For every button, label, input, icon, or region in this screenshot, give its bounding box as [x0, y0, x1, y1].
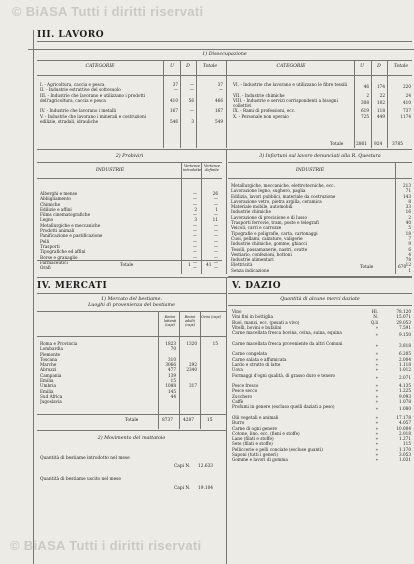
cell: » [375, 383, 378, 389]
cell: 1 [408, 267, 411, 273]
list-item: VI. - Industrie che lavorano e utilizzano le fibre tessili [233, 82, 347, 87]
disoccupazione-col-cat-left: CATEGORIE [85, 64, 115, 69]
list-item: Carne macellata fresca bovina, ovina, suina, equina [232, 330, 342, 336]
list-item: IX. - Rami di professioni, ecc. [233, 108, 296, 114]
list-item: Industrie alimentari [231, 257, 274, 263]
probiviri-col-a-values [182, 191, 197, 270]
cell: Q.li [370, 319, 378, 325]
list-item: Toscana [40, 356, 58, 362]
cell: » [375, 406, 378, 412]
list-item: Profumi in genere (escluso quelli daziati a peso) [232, 404, 335, 410]
cell: 16 [405, 209, 411, 215]
cell: — [213, 238, 218, 244]
cell: 737 [403, 108, 411, 114]
cell: — [213, 196, 218, 202]
list-item: Carne macellata fresca proveniente da altri Comuni [232, 340, 343, 346]
cell: — [189, 87, 194, 93]
list-item: Edilizia, lavori pubblici, materiale da costruzione [231, 193, 336, 199]
section-mercati [37, 281, 107, 291]
list-item: Films cinematografiche [40, 212, 91, 218]
section-title: DAZIO [245, 281, 282, 291]
cell: — [192, 254, 197, 260]
cell: 174 [377, 84, 385, 89]
mercato-title-2: Luoghi di provenienza del bestiame [88, 303, 175, 308]
cell: » [375, 425, 378, 431]
mercato-col-a: Bovini lattanti (capi) [163, 315, 177, 327]
cell: 46 [363, 84, 369, 89]
cell: 167 [215, 108, 223, 114]
cell: — [192, 212, 197, 218]
list-item: Industrie chimiche, gomme, ghiacci [231, 241, 308, 247]
list-item: Borse e granaglie [40, 254, 78, 260]
cell: — [213, 212, 218, 218]
disoccupazione-right-u [355, 82, 369, 119]
cell: — [173, 87, 178, 93]
cell: 1.170 [399, 446, 411, 452]
cell: 1.225 [399, 388, 411, 394]
cell: » [375, 332, 378, 338]
cell: — [192, 201, 197, 207]
list-item: Lombardia [40, 346, 63, 352]
section-title: LAVORO [58, 30, 105, 40]
list-item: Senza indicazione [231, 267, 270, 273]
disoccupazione-right-t [388, 82, 411, 119]
list-item: Tessili, passamanerie, nastri, ovatte [231, 246, 308, 252]
cell: 7 [408, 235, 411, 241]
cell: » [375, 367, 378, 373]
list-item: Vino [232, 309, 242, 314]
list-item: Orafi [40, 265, 51, 271]
cell: » [375, 324, 378, 330]
cell: 3.053 [399, 452, 411, 458]
cell: 1.031 [399, 457, 411, 463]
cell: 4.135 [399, 383, 411, 389]
dazio-title: Quantità di alcune merci daziate [280, 297, 360, 302]
dazio-labels [232, 309, 365, 463]
list-item: Pelli [40, 238, 50, 244]
cell: 477 [168, 367, 176, 373]
infortuni-total: 670 [398, 265, 407, 270]
cell: 5 [408, 225, 411, 231]
cell: 145 [168, 388, 176, 394]
list-item: Abbigliamento [40, 196, 71, 202]
cell: 2.071 [399, 374, 411, 380]
cell: » [375, 374, 378, 380]
list-item: Lavorazione di precisione e di lusso [231, 214, 307, 220]
disoccupazione-col-u-right: U [360, 64, 364, 69]
probiviri-col-b-values [202, 191, 218, 270]
cell: 3 [194, 217, 197, 223]
movimento-row-2-value: 19.104 [198, 486, 214, 491]
list-item: Legno [40, 217, 54, 223]
list-item: Trasporti [40, 243, 60, 249]
list-item: V. - Industrie che lavorano i minerali e costruzioni edilizie, stradali, idrauliche [40, 113, 147, 125]
disoccupazione-right-d [372, 82, 385, 119]
probiviri-col-a: Vertenze introdotte [183, 164, 202, 172]
cell: 78.120 [396, 309, 411, 314]
cell: 18 [405, 230, 411, 236]
list-item: Pelliccerie e pelli conciate (escluse guanti) [232, 446, 323, 452]
list-item: Vitelli, bovini e bufalini [232, 324, 282, 330]
list-item: Lane (filati e stoffe) [232, 436, 274, 442]
disoccupazione-col-d-right: D [377, 64, 381, 69]
list-item: X. - Personale non operaio [233, 113, 289, 119]
list-item: Carne di ogni genere [232, 425, 277, 431]
movimento-row-1-label: Quantità di bestiame introdotto nel mese [40, 456, 130, 461]
cell: » [375, 388, 378, 394]
disoccupazione-title: 1) Disoccupazione [202, 52, 247, 57]
cell: 44 [170, 393, 176, 399]
cell: 7.591 [399, 324, 411, 330]
cell: » [375, 452, 378, 458]
cell: Hl. [371, 309, 378, 314]
section-number: III. [37, 30, 55, 40]
disoccupazione-col-u-left: U [170, 64, 174, 69]
cell: » [375, 457, 378, 463]
cell: — [192, 265, 197, 271]
list-item: Alberghi e mense [40, 191, 78, 196]
section-number: IV. [37, 281, 52, 291]
cell: 3.818 [399, 342, 411, 348]
disoccupazione-col-cat-right: CATEGORIE [276, 64, 306, 69]
list-item: II. - Industrie estrattive del sottosuolo [40, 87, 121, 93]
cell: 449 [377, 113, 385, 119]
cell: — [213, 259, 218, 265]
cell: 1.118 [399, 361, 411, 367]
cell [180, 399, 197, 404]
cell: 139 [168, 372, 176, 378]
list-item: Sete (filati e stoffe) [232, 441, 273, 447]
list-item: Carne congelata [232, 351, 267, 357]
cell: 9.093 [399, 393, 411, 399]
cell: » [375, 399, 378, 405]
list-item: Tipografie e poligrafie, carta, cartonaggi [231, 230, 318, 236]
cell: 29.053 [396, 319, 411, 325]
cell: 6.205 [399, 351, 411, 357]
list-item: Farmaceutici [40, 259, 68, 265]
list-item: Piemonte [40, 351, 60, 357]
list-item: Emilia [40, 388, 54, 394]
cell: 10.004 [396, 425, 411, 431]
cell: 2 [408, 214, 411, 220]
disoccupazione-left-labels [40, 82, 161, 130]
cell: 4.057 [399, 420, 411, 426]
list-item: Zucchero [232, 393, 252, 399]
cell: 466 [215, 97, 223, 103]
cell: 15 [170, 378, 176, 384]
disoccupazione-left-d [181, 82, 194, 130]
cell: 292 [189, 362, 197, 368]
cell: — [213, 233, 218, 239]
cell: — [192, 222, 197, 228]
mercato-col-c-values [201, 341, 218, 405]
list-item: Trasporti ferrovie, tram, poste e telegrafi [231, 220, 319, 226]
list-item: Gomme e lavori di gomma [232, 457, 288, 463]
list-item: VII. - Industrie chimiche [233, 92, 285, 98]
list-item: Campania [40, 372, 62, 378]
cell: — [192, 249, 197, 255]
cell: — [192, 259, 197, 265]
list-item: Lardo e strutto di latte [232, 361, 281, 367]
cell: 220 [403, 84, 411, 89]
cell: 22 [379, 92, 385, 98]
cell: — [192, 238, 197, 244]
list-item: Abruzzi [40, 367, 57, 373]
cell: — [213, 201, 218, 207]
infortuni-col-ind: INDUSTRIE [295, 168, 325, 173]
list-item: Cuoi, pellami, calzature, valigerie [231, 235, 303, 241]
list-item: Emilia [40, 378, 54, 384]
list-item: Uova [232, 367, 243, 373]
cell: 143 [403, 193, 411, 199]
probiviri-total-a: 1 [188, 263, 191, 268]
list-item: Formaggi d'ogni qualità, di grasso duro e tenero [232, 372, 336, 378]
cell: 1.078 [399, 399, 411, 405]
list-item: Materiale mobile, automobili [231, 204, 293, 210]
list-item: Pesce fresco [232, 383, 259, 389]
list-item: I. - Agricoltura, caccia e pesca [40, 82, 105, 87]
mercato-total-a: 8737 [162, 418, 173, 423]
disoccupazione-right-labels [233, 82, 352, 119]
disoccupazione-total-d: 924 [374, 142, 383, 147]
cell: » [375, 361, 378, 367]
list-item: Sud Africa [40, 393, 63, 399]
disoccupazione-left-u [164, 82, 178, 130]
cell: 70 [170, 346, 176, 352]
cell: 1.271 [399, 436, 411, 442]
mercato-col-a-values [159, 341, 176, 405]
list-item: Pesce secco [232, 388, 258, 394]
cell: 317 [189, 383, 197, 389]
mercato-col-b: Bovini adulti (capi) [184, 315, 196, 327]
infortuni-labels [231, 183, 393, 273]
cell: 6 [408, 246, 411, 252]
cell: » [375, 351, 378, 357]
cell: — [218, 87, 223, 93]
cell: 56 [188, 97, 194, 103]
dazio-units [366, 309, 378, 463]
list-item: Industrie chimiche [231, 209, 271, 215]
cell: — [189, 108, 194, 114]
cell: 2 [194, 206, 197, 212]
cell: 1 [215, 206, 218, 212]
list-item: Cotone, lino, ecc. (fieni e stoffe) [232, 430, 300, 436]
list-item: Elettricità [231, 262, 253, 268]
disoccupazione-total-u: 2861 [356, 142, 367, 147]
list-item: Buoi, manzi, ecc. (pesati a vivo) [232, 319, 300, 325]
cell [201, 399, 218, 404]
cell: 619 [361, 108, 369, 114]
disoccupazione-left-t [197, 82, 223, 130]
list-item: Marche [40, 362, 57, 368]
list-item: Prodotti animali [40, 228, 75, 234]
cell: 1088 [165, 383, 176, 389]
probiviri-total-b: 41 [206, 263, 212, 268]
cell: 549 [215, 118, 223, 124]
list-item: Tipografiche ed affini [40, 249, 86, 255]
section-number: V. [232, 281, 242, 291]
list-item: Carne salata e affumicata [232, 356, 287, 362]
list-item: Burro [232, 420, 245, 426]
list-item: VIII. - Industrie e servizi corrispondenti a bisogni collettivi [233, 97, 338, 109]
cell: » [375, 441, 378, 447]
cell: — [192, 243, 197, 249]
cell: — [213, 243, 218, 249]
cell: » [375, 393, 378, 399]
cell: 1.080 [399, 406, 411, 412]
cell: 115 [403, 441, 411, 447]
cell: 37 [172, 82, 178, 87]
cell: » [375, 414, 378, 420]
list-item: Lavorazione vetro, pietra argilla, ceramica [231, 198, 322, 204]
list-item: Chimiche [40, 201, 61, 207]
list-item: Vestiario, confezioni, bottoni [231, 251, 292, 257]
cell: 410 [170, 97, 178, 103]
cell: 2.004 [399, 356, 411, 362]
cell: » [375, 436, 378, 442]
disoccupazione-col-d-left: D [186, 64, 190, 69]
list-item: Caffè [232, 399, 244, 405]
dazio-values [380, 309, 411, 463]
probiviri-col-b: Vertenze definite [203, 164, 220, 172]
probiviri-labels [40, 191, 180, 270]
cell: 310 [168, 356, 176, 362]
cell: 9 [408, 241, 411, 247]
cell: » [375, 446, 378, 452]
list-item: IV. - Industrie che lavorano i metalli [40, 108, 117, 114]
cell: N. [373, 314, 378, 320]
section-dazio [232, 281, 281, 291]
cell: » [375, 342, 378, 348]
cell: 24 [405, 92, 411, 98]
cell: 17.178 [396, 414, 411, 420]
cell: 2340 [186, 367, 197, 373]
movimento-row-2-label: Quantità di bestiame uscito nel mese [40, 477, 121, 482]
mercato-total-c: 15 [207, 418, 213, 423]
cell: 1823 [165, 341, 176, 346]
cell: 9.150 [399, 332, 411, 338]
cell [159, 399, 176, 404]
cell: 8 [408, 198, 411, 204]
disoccupazione-col-tot-right: Totale [393, 64, 409, 69]
cell: 15 [212, 341, 218, 346]
cell: 78 [405, 257, 411, 263]
movimento-row-1-unit: Capi N. [174, 464, 191, 469]
cell: 1.012 [399, 367, 411, 373]
cell: 11 [212, 217, 218, 223]
list-item: Jugoslavia [40, 399, 62, 405]
probiviri-col-ind: INDUSTRIE [95, 168, 125, 173]
cell: 15.071 [396, 314, 411, 320]
list-item: Roma e Provincia [40, 341, 78, 346]
infortuni-values [396, 183, 411, 273]
cell: — [192, 196, 197, 202]
section-lavoro [37, 30, 104, 40]
list-item: Metallurgiche e meccaniche [40, 222, 101, 228]
cell: — [213, 249, 218, 255]
cell: 3066 [165, 362, 176, 368]
cell: — [189, 82, 194, 87]
cell: — [213, 228, 218, 234]
cell: 4 [408, 251, 411, 257]
cell: 71 [405, 188, 411, 194]
cell: 546 [170, 118, 178, 124]
cell: — [213, 254, 218, 260]
list-item: Olii vegetali e animali [232, 414, 279, 420]
watermark-bottom: © BiASA Tutti i diritti riservati [10, 538, 202, 553]
cell: 410 [403, 99, 411, 105]
cell: » [375, 430, 378, 436]
list-item: Umbria [40, 383, 57, 389]
cell: 167 [170, 108, 178, 114]
cell: » [375, 356, 378, 362]
list-item: Vini fini in bottiglia [232, 314, 273, 320]
cell: 40 [405, 220, 411, 226]
list-item: Saponi (tutti i generi) [232, 452, 278, 458]
mercato-total-label: Totale [125, 418, 139, 423]
watermark-top: © BiASA Tutti i diritti riservati [12, 4, 204, 19]
cell: — [192, 233, 197, 239]
cell: — [213, 222, 218, 228]
cell: 118 [377, 108, 385, 114]
cell: 308 [361, 99, 369, 105]
mercato-col-b-values [180, 341, 197, 405]
mercato-total-b: 4287 [183, 418, 194, 423]
cell: 725 [361, 113, 369, 119]
list-item: Metallurgiche, meccaniche, elettrotecniche, ecc. [231, 183, 335, 188]
movimento-row-2-unit: Capi N. [174, 486, 191, 491]
probiviri-title: 2) Probiviri [115, 154, 144, 159]
mercato-labels [40, 341, 156, 405]
list-item: Edilizie e affini [40, 206, 72, 212]
disoccupazione-total-t: 3785 [392, 142, 403, 147]
cell: 12 [405, 262, 411, 268]
movimento-title: 2) Movimento del mattatoio [97, 436, 166, 441]
infortuni-total-label: Totale [360, 265, 374, 270]
movimento-row-1-value: 12.633 [198, 464, 214, 469]
probiviri-total-label: Totale [120, 263, 134, 268]
disoccupazione-col-tot-left: Totale [202, 64, 218, 69]
cell: 37 [217, 82, 223, 87]
cell: » [375, 420, 378, 426]
list-item: Veicoli, carri e carrozze [231, 225, 282, 231]
section-title: MERCATI [54, 281, 108, 291]
cell: 3 [191, 118, 194, 124]
disoccupazione-total-label: Totale [330, 142, 344, 147]
cell: 1320 [186, 341, 197, 346]
cell: 213 [403, 183, 411, 188]
mercato-title-1: 1) Mercato del bestiame. [101, 297, 162, 302]
cell: — [213, 265, 218, 271]
cell: 33 [405, 204, 411, 210]
list-item: Panificazione e pastificazione [40, 233, 103, 239]
cell: — [192, 191, 197, 196]
list-item: Lavorazione legno, sughero, paglia [231, 188, 306, 194]
cell: 2 [366, 92, 369, 98]
mercato-col-c: Ovini (capi) [201, 315, 221, 319]
cell: 102 [377, 99, 385, 105]
cell: 1174 [400, 113, 411, 119]
list-item: III. - Industrie che lavorano e utilizzano i prodotti dell'agricoltura, caccia e pesca [40, 92, 146, 103]
cell: 2.018 [399, 430, 411, 436]
cell: — [192, 228, 197, 234]
cell: 26 [212, 191, 218, 196]
infortuni-title: 3) Infortuni sul lavoro denunciati alla R. Questura [259, 154, 381, 159]
